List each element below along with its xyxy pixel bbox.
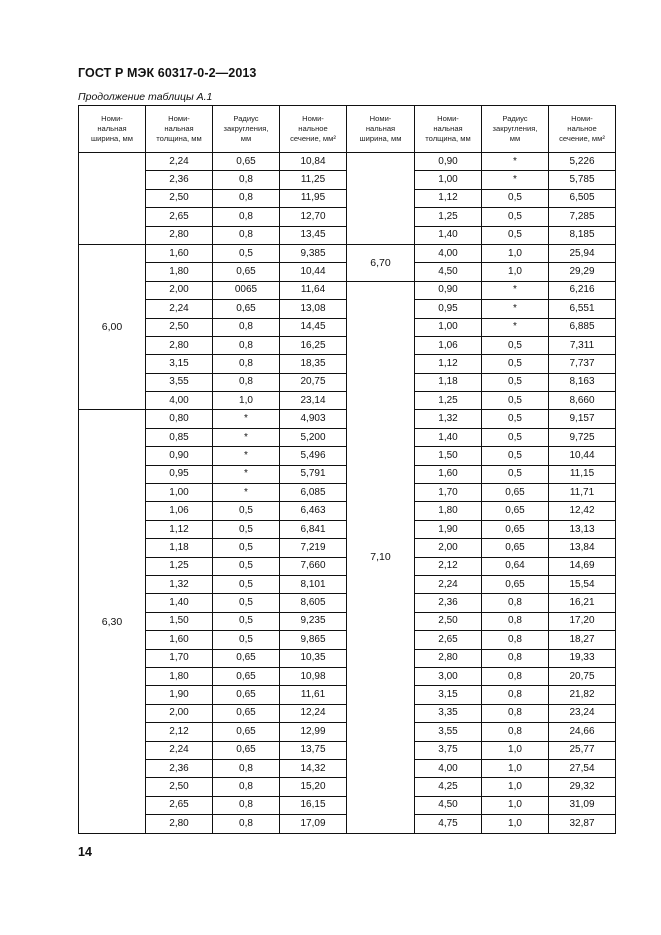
right-width-cell xyxy=(347,153,415,245)
left-radius-cell: 0,5 xyxy=(213,575,280,593)
left-thickness-cell: 2,36 xyxy=(146,759,213,777)
left-section-cell: 15,20 xyxy=(280,778,347,796)
right-section-cell: 11,71 xyxy=(549,484,616,502)
left-radius-cell: 0,65 xyxy=(213,649,280,667)
right-section-cell: 6,885 xyxy=(549,318,616,336)
left-section-cell: 11,64 xyxy=(280,281,347,299)
left-thickness-cell: 2,00 xyxy=(146,281,213,299)
right-section-cell: 7,737 xyxy=(549,355,616,373)
left-radius-cell: 0,5 xyxy=(213,502,280,520)
right-section-cell: 31,09 xyxy=(549,796,616,814)
header-text: нальная xyxy=(365,124,396,133)
right-section-cell: 9,725 xyxy=(549,428,616,446)
right-thickness-cell: 4,50 xyxy=(415,263,482,281)
left-section-cell: 7,660 xyxy=(280,557,347,575)
right-section-cell: 6,216 xyxy=(549,281,616,299)
right-section-cell: 19,33 xyxy=(549,649,616,667)
left-thickness-cell: 2,24 xyxy=(146,153,213,171)
right-thickness-cell: 3,00 xyxy=(415,667,482,685)
left-radius-cell: 0,5 xyxy=(213,557,280,575)
right-section-cell: 8,185 xyxy=(549,226,616,244)
left-section-cell: 12,70 xyxy=(280,208,347,226)
left-radius-cell: 0,8 xyxy=(213,318,280,336)
left-thickness-cell: 2,36 xyxy=(146,171,213,189)
header-text: нальное xyxy=(298,124,328,133)
right-section-cell: 7,285 xyxy=(549,208,616,226)
right-section-cell: 23,24 xyxy=(549,704,616,722)
left-section-cell: 6,841 xyxy=(280,520,347,538)
header-width xyxy=(79,106,146,153)
left-section-cell: 9,235 xyxy=(280,612,347,630)
right-thickness-cell: 4,75 xyxy=(415,815,482,834)
right-thickness-cell: 1,25 xyxy=(415,392,482,410)
right-radius-cell: 0,5 xyxy=(482,392,549,410)
header-text: нальная xyxy=(433,124,463,133)
right-section-cell: 29,29 xyxy=(549,263,616,281)
left-section-cell: 13,75 xyxy=(280,741,347,759)
left-section-cell: 14,32 xyxy=(280,759,347,777)
right-thickness-cell: 2,12 xyxy=(415,557,482,575)
left-radius-cell: 0,65 xyxy=(213,704,280,722)
left-thickness-cell: 2,50 xyxy=(146,778,213,796)
right-radius-cell: 0,5 xyxy=(482,189,549,207)
left-thickness-cell: 1,12 xyxy=(146,520,213,538)
left-section-cell: 17,09 xyxy=(280,815,347,834)
right-thickness-cell: 4,00 xyxy=(415,759,482,777)
right-radius-cell: 1,0 xyxy=(482,796,549,814)
header-text: Номи- xyxy=(302,114,324,123)
right-thickness-cell: 4,00 xyxy=(415,244,482,262)
left-section-cell: 8,101 xyxy=(280,575,347,593)
right-thickness-cell: 1,50 xyxy=(415,447,482,465)
left-section-cell: 10,35 xyxy=(280,649,347,667)
left-thickness-cell: 1,50 xyxy=(146,612,213,630)
right-radius-cell: 1,0 xyxy=(482,741,549,759)
right-section-cell: 25,77 xyxy=(549,741,616,759)
right-radius-cell: * xyxy=(482,171,549,189)
left-thickness-cell: 2,80 xyxy=(146,336,213,354)
right-section-cell: 8,660 xyxy=(549,392,616,410)
right-section-cell: 13,13 xyxy=(549,520,616,538)
left-thickness-cell: 2,24 xyxy=(146,741,213,759)
right-section-cell: 11,15 xyxy=(549,465,616,483)
right-thickness-cell: 1,00 xyxy=(415,318,482,336)
left-radius-cell: 0,5 xyxy=(213,594,280,612)
header-section-2 xyxy=(549,106,616,153)
header-section xyxy=(280,106,347,153)
right-radius-cell: 1,0 xyxy=(482,244,549,262)
left-section-cell: 16,15 xyxy=(280,796,347,814)
right-radius-cell: 0,5 xyxy=(482,447,549,465)
right-radius-cell: 1,0 xyxy=(482,815,549,834)
left-section-cell: 12,24 xyxy=(280,704,347,722)
left-radius-cell: 0,8 xyxy=(213,336,280,354)
table-row xyxy=(79,244,616,262)
right-section-cell: 13,84 xyxy=(549,539,616,557)
right-radius-cell: 0,64 xyxy=(482,557,549,575)
right-width-cell: 7,10 xyxy=(347,281,415,833)
right-thickness-cell: 2,00 xyxy=(415,539,482,557)
page-number: 14 xyxy=(78,845,92,859)
left-section-cell: 9,865 xyxy=(280,631,347,649)
header-text: Номи- xyxy=(437,114,459,123)
left-section-cell: 5,200 xyxy=(280,428,347,446)
right-thickness-cell: 2,65 xyxy=(415,631,482,649)
table-header-row xyxy=(79,106,616,153)
right-thickness-cell: 2,50 xyxy=(415,612,482,630)
right-section-cell: 9,157 xyxy=(549,410,616,428)
left-section-cell: 13,45 xyxy=(280,226,347,244)
right-thickness-cell: 2,36 xyxy=(415,594,482,612)
right-radius-cell: 0,5 xyxy=(482,410,549,428)
right-section-cell: 15,54 xyxy=(549,575,616,593)
right-section-cell: 21,82 xyxy=(549,686,616,704)
right-radius-cell: 1,0 xyxy=(482,778,549,796)
header-width-2 xyxy=(347,106,415,153)
left-thickness-cell: 2,80 xyxy=(146,815,213,834)
left-width-cell: 6,00 xyxy=(79,244,146,410)
right-thickness-cell: 1,40 xyxy=(415,428,482,446)
left-thickness-cell: 2,65 xyxy=(146,796,213,814)
right-thickness-cell: 1,60 xyxy=(415,465,482,483)
right-radius-cell: * xyxy=(482,281,549,299)
right-section-cell: 6,505 xyxy=(549,189,616,207)
right-thickness-cell: 3,15 xyxy=(415,686,482,704)
left-thickness-cell: 0,80 xyxy=(146,410,213,428)
right-section-cell: 17,20 xyxy=(549,612,616,630)
left-radius-cell: 0,65 xyxy=(213,723,280,741)
left-radius-cell: * xyxy=(213,484,280,502)
header-text: Радиус xyxy=(502,114,528,123)
left-radius-cell: 0,5 xyxy=(213,244,280,262)
right-thickness-cell: 0,95 xyxy=(415,300,482,318)
right-radius-cell: 0,8 xyxy=(482,704,549,722)
right-radius-cell: 1,0 xyxy=(482,759,549,777)
header-text: Номи- xyxy=(369,114,392,123)
header-thickness xyxy=(146,106,213,153)
left-radius-cell: 0,65 xyxy=(213,300,280,318)
table-body xyxy=(79,153,616,834)
left-radius-cell: 0,8 xyxy=(213,355,280,373)
right-thickness-cell: 1,90 xyxy=(415,520,482,538)
right-thickness-cell: 1,40 xyxy=(415,226,482,244)
left-radius-cell: 0,5 xyxy=(213,612,280,630)
right-radius-cell: 0,5 xyxy=(482,208,549,226)
left-thickness-cell: 1,40 xyxy=(146,594,213,612)
right-thickness-cell: 1,12 xyxy=(415,355,482,373)
left-section-cell: 5,791 xyxy=(280,465,347,483)
right-thickness-cell: 1,25 xyxy=(415,208,482,226)
right-thickness-cell: 1,06 xyxy=(415,336,482,354)
left-section-cell: 10,84 xyxy=(280,153,347,171)
left-thickness-cell: 1,00 xyxy=(146,484,213,502)
header-radius-2 xyxy=(482,106,549,153)
right-thickness-cell: 1,70 xyxy=(415,484,482,502)
right-radius-cell: 0,5 xyxy=(482,226,549,244)
right-radius-cell: 0,8 xyxy=(482,686,549,704)
right-section-cell: 8,163 xyxy=(549,373,616,391)
right-radius-cell: 0,65 xyxy=(482,502,549,520)
left-section-cell: 4,903 xyxy=(280,410,347,428)
right-section-cell: 10,44 xyxy=(549,447,616,465)
right-thickness-cell: 2,80 xyxy=(415,649,482,667)
right-radius-cell: * xyxy=(482,318,549,336)
header-text: сечение, мм² xyxy=(559,134,605,143)
header-text: Номи- xyxy=(168,114,190,123)
right-section-cell: 18,27 xyxy=(549,631,616,649)
left-radius-cell: 0,65 xyxy=(213,741,280,759)
left-radius-cell: 0065 xyxy=(213,281,280,299)
right-thickness-cell: 2,24 xyxy=(415,575,482,593)
left-thickness-cell: 2,24 xyxy=(146,300,213,318)
left-thickness-cell: 1,06 xyxy=(146,502,213,520)
left-radius-cell: * xyxy=(213,410,280,428)
right-section-cell: 12,42 xyxy=(549,502,616,520)
left-section-cell: 6,085 xyxy=(280,484,347,502)
header-text: мм xyxy=(240,134,252,143)
header-text: толщина, мм xyxy=(156,134,202,143)
right-section-cell: 25,94 xyxy=(549,244,616,262)
left-radius-cell: 0,8 xyxy=(213,778,280,796)
left-radius-cell: * xyxy=(213,447,280,465)
left-section-cell: 12,99 xyxy=(280,723,347,741)
left-thickness-cell: 1,60 xyxy=(146,244,213,262)
right-thickness-cell: 1,80 xyxy=(415,502,482,520)
left-thickness-cell: 1,80 xyxy=(146,263,213,281)
left-section-cell: 11,25 xyxy=(280,171,347,189)
left-section-cell: 6,463 xyxy=(280,502,347,520)
left-radius-cell: 0,8 xyxy=(213,226,280,244)
left-section-cell: 14,45 xyxy=(280,318,347,336)
left-section-cell: 11,95 xyxy=(280,189,347,207)
left-radius-cell: 0,5 xyxy=(213,631,280,649)
left-radius-cell: * xyxy=(213,428,280,446)
left-section-cell: 18,35 xyxy=(280,355,347,373)
left-thickness-cell: 1,25 xyxy=(146,557,213,575)
right-section-cell: 14,69 xyxy=(549,557,616,575)
left-radius-cell: 0,8 xyxy=(213,189,280,207)
left-width-cell: 6,30 xyxy=(79,410,146,834)
right-radius-cell: 0,5 xyxy=(482,355,549,373)
right-radius-cell: 1,0 xyxy=(482,263,549,281)
right-section-cell: 6,551 xyxy=(549,300,616,318)
left-radius-cell: 0,5 xyxy=(213,539,280,557)
header-text: толщина, мм xyxy=(425,134,471,143)
left-thickness-cell: 3,15 xyxy=(146,355,213,373)
left-section-cell: 8,605 xyxy=(280,594,347,612)
left-section-cell: 9,385 xyxy=(280,244,347,262)
left-thickness-cell: 1,90 xyxy=(146,686,213,704)
right-thickness-cell: 3,75 xyxy=(415,741,482,759)
right-section-cell: 5,785 xyxy=(549,171,616,189)
header-text: ширина, мм xyxy=(359,134,402,143)
right-radius-cell: 0,5 xyxy=(482,428,549,446)
right-radius-cell: 0,65 xyxy=(482,539,549,557)
left-section-cell: 23,14 xyxy=(280,392,347,410)
dimensions-table xyxy=(78,105,616,834)
header-text: ширина, мм xyxy=(91,134,133,143)
left-section-cell: 7,219 xyxy=(280,539,347,557)
left-radius-cell: 1,0 xyxy=(213,392,280,410)
left-thickness-cell: 4,00 xyxy=(146,392,213,410)
right-radius-cell: 0,65 xyxy=(482,520,549,538)
right-thickness-cell: 3,35 xyxy=(415,704,482,722)
left-thickness-cell: 1,32 xyxy=(146,575,213,593)
header-text: нальная xyxy=(164,124,194,133)
left-radius-cell: 0,8 xyxy=(213,796,280,814)
header-radius xyxy=(213,106,280,153)
left-thickness-cell: 3,55 xyxy=(146,373,213,391)
right-thickness-cell: 4,50 xyxy=(415,796,482,814)
right-thickness-cell: 1,12 xyxy=(415,189,482,207)
right-section-cell: 29,32 xyxy=(549,778,616,796)
header-text: закругления, xyxy=(223,124,269,133)
left-thickness-cell: 2,50 xyxy=(146,318,213,336)
left-thickness-cell: 2,80 xyxy=(146,226,213,244)
right-radius-cell: 0,8 xyxy=(482,723,549,741)
right-radius-cell: 0,5 xyxy=(482,373,549,391)
left-section-cell: 16,25 xyxy=(280,336,347,354)
left-thickness-cell: 1,60 xyxy=(146,631,213,649)
left-section-cell: 10,98 xyxy=(280,667,347,685)
left-radius-cell: 0,5 xyxy=(213,520,280,538)
left-radius-cell: 0,65 xyxy=(213,153,280,171)
right-section-cell: 24,66 xyxy=(549,723,616,741)
right-thickness-cell: 4,25 xyxy=(415,778,482,796)
left-radius-cell: 0,65 xyxy=(213,263,280,281)
right-thickness-cell: 3,55 xyxy=(415,723,482,741)
right-radius-cell: 0,8 xyxy=(482,594,549,612)
right-radius-cell: 0,8 xyxy=(482,667,549,685)
table-row xyxy=(79,153,616,171)
right-thickness-cell: 0,90 xyxy=(415,153,482,171)
header-text: нальное xyxy=(567,124,597,133)
right-section-cell: 5,226 xyxy=(549,153,616,171)
left-section-cell: 5,496 xyxy=(280,447,347,465)
right-section-cell: 7,311 xyxy=(549,336,616,354)
left-radius-cell: 0,8 xyxy=(213,759,280,777)
left-thickness-cell: 2,50 xyxy=(146,189,213,207)
left-radius-cell: * xyxy=(213,465,280,483)
right-radius-cell: 0,65 xyxy=(482,575,549,593)
right-thickness-cell: 0,90 xyxy=(415,281,482,299)
right-radius-cell: 0,5 xyxy=(482,336,549,354)
header-text: нальная xyxy=(97,124,127,133)
table-caption: Продолжение таблицы А.1 xyxy=(78,91,213,103)
left-radius-cell: 0,65 xyxy=(213,667,280,685)
right-width-cell: 6,70 xyxy=(347,244,415,281)
left-thickness-cell: 2,12 xyxy=(146,723,213,741)
left-radius-cell: 0,65 xyxy=(213,686,280,704)
left-section-cell: 11,61 xyxy=(280,686,347,704)
right-section-cell: 27,54 xyxy=(549,759,616,777)
right-thickness-cell: 1,00 xyxy=(415,171,482,189)
left-width-cell xyxy=(79,153,146,245)
left-thickness-cell: 2,65 xyxy=(146,208,213,226)
left-radius-cell: 0,8 xyxy=(213,171,280,189)
right-radius-cell: 0,8 xyxy=(482,612,549,630)
left-radius-cell: 0,8 xyxy=(213,373,280,391)
header-text: Номи- xyxy=(571,114,593,123)
left-thickness-cell: 1,80 xyxy=(146,667,213,685)
right-radius-cell: 0,8 xyxy=(482,631,549,649)
right-radius-cell: * xyxy=(482,300,549,318)
right-section-cell: 16,21 xyxy=(549,594,616,612)
left-thickness-cell: 0,90 xyxy=(146,447,213,465)
right-radius-cell: * xyxy=(482,153,549,171)
header-text: Номи- xyxy=(101,114,123,123)
left-thickness-cell: 1,18 xyxy=(146,539,213,557)
left-thickness-cell: 0,95 xyxy=(146,465,213,483)
right-section-cell: 32,87 xyxy=(549,815,616,834)
right-radius-cell: 0,5 xyxy=(482,465,549,483)
right-thickness-cell: 1,32 xyxy=(415,410,482,428)
table-row xyxy=(79,281,616,299)
right-thickness-cell: 1,18 xyxy=(415,373,482,391)
right-radius-cell: 0,65 xyxy=(482,484,549,502)
header-thickness-2 xyxy=(415,106,482,153)
left-thickness-cell: 0,85 xyxy=(146,428,213,446)
document-title: ГОСТ Р МЭК 60317-0-2—2013 xyxy=(78,66,257,80)
header-text: Радиус xyxy=(233,114,259,123)
header-text: сечение, мм² xyxy=(290,134,336,143)
left-section-cell: 10,44 xyxy=(280,263,347,281)
right-section-cell: 20,75 xyxy=(549,667,616,685)
header-text: мм xyxy=(509,134,521,143)
left-radius-cell: 0,8 xyxy=(213,815,280,834)
left-thickness-cell: 1,70 xyxy=(146,649,213,667)
header-text: закругления, xyxy=(492,124,538,133)
left-section-cell: 20,75 xyxy=(280,373,347,391)
right-radius-cell: 0,8 xyxy=(482,649,549,667)
left-radius-cell: 0,8 xyxy=(213,208,280,226)
left-section-cell: 13,08 xyxy=(280,300,347,318)
left-thickness-cell: 2,00 xyxy=(146,704,213,722)
